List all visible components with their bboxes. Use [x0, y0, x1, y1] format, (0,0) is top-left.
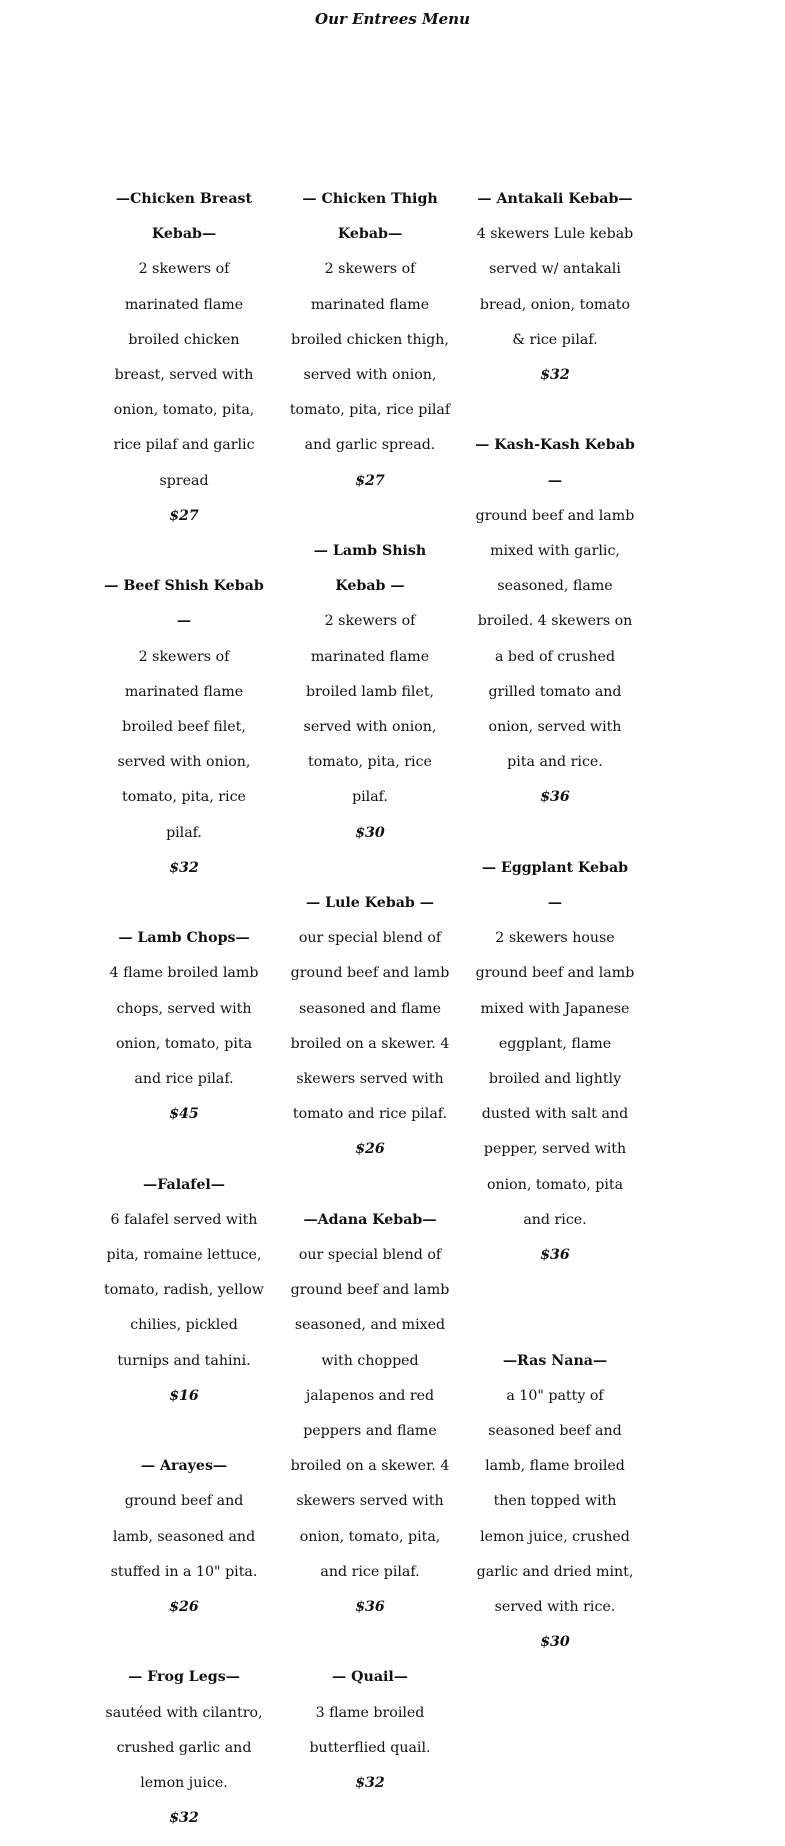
item-price: $36	[540, 1247, 570, 1264]
item-description: 4 skewers Lule kebab served w/ antakali bread, onion, tomato & rice pilaf.	[476, 226, 634, 348]
item-description: 2 skewers of marinated flame broiled lamb filet, served with onion, tomato, pita, rice pilaf.	[303, 613, 437, 806]
item-price: $32	[355, 1775, 385, 1792]
item-name: — Kash-Kash Kebab —	[475, 437, 635, 489]
item-description: 2 skewers of marinated flame broiled beef filet, served with onion, tomato, pita, rice pilaf.	[117, 648, 251, 841]
item-price: $26	[355, 1141, 385, 1158]
item-price: $30	[540, 1634, 570, 1651]
menu-column-3	[474, 182, 636, 1660]
item-description: 6 falafel served with pita, romaine lettuce, tomato, radish, yellow chilies, pickled turnips and tahini.	[104, 1211, 264, 1369]
menu-item-chicken-breast-kebab	[103, 182, 265, 534]
item-price: $26	[169, 1599, 199, 1616]
menu-item-lule-kebab	[289, 886, 451, 1168]
item-description: 2 skewers of marinated flame broiled chicken breast, served with onion, tomato, pita, rice pilaf and garlic spread	[113, 261, 255, 489]
item-description: ground beef and lamb, seasoned and stuffed in a 10" pita.	[110, 1493, 258, 1580]
menu-item-ras-nana	[474, 1344, 636, 1661]
item-price: $27	[169, 507, 199, 524]
item-price: $16	[169, 1387, 199, 1404]
item-description: our special blend of ground beef and lamb seasoned and flame broiled on a skewer. 4 skewers served with tomato and rice pilaf.	[290, 930, 450, 1123]
menu-item-beef-shish-kebab	[103, 569, 265, 886]
menu-item-quail	[289, 1660, 451, 1801]
item-price: $36	[355, 1599, 385, 1616]
page-title: Our Entrees Menu	[315, 10, 470, 28]
item-name: —Falafel—	[143, 1176, 225, 1193]
menu-item-kash-kash-kebab	[474, 428, 636, 815]
menu-item-frog-legs	[103, 1660, 265, 1836]
item-name: — Frog Legs—	[128, 1669, 240, 1686]
menu-item-lamb-shish-kebab	[289, 534, 451, 851]
item-name: — Lamb Shish Kebab —	[313, 543, 427, 595]
menu-column-1	[103, 182, 265, 1836]
menu-item-chicken-thigh-kebab	[289, 182, 451, 499]
item-name: — Quail—	[332, 1669, 408, 1686]
item-name: — Lamb Chops—	[118, 930, 250, 947]
menu-item-lamb-chops	[103, 921, 265, 1132]
menu-column-2	[289, 182, 451, 1801]
item-price: $30	[355, 824, 385, 841]
item-description: 2 skewers house ground beef and lamb mixed with Japanese eggplant, flame broiled and lightly dusted with salt and pepper, served with onion, tomato, pita and rice.	[475, 930, 635, 1228]
item-description: 2 skewers of marinated flame broiled chicken thigh, served with onion, tomato, pita, rice pilaf and garlic spread.	[289, 261, 451, 454]
item-name: —Ras Nana—	[502, 1352, 608, 1369]
item-description: sautéed with cilantro, crushed garlic and lemon juice.	[105, 1704, 263, 1792]
item-price: $27	[355, 472, 385, 489]
item-description: our special blend of ground beef and lamb seasoned, and mixed with chopped jalapenos and red peppers and flame broiled on a skewer. 4 skewers served with onion, tomato, pita, and rice pilaf.	[290, 1247, 450, 1580]
item-price: $45	[169, 1106, 199, 1123]
item-price: $36	[540, 789, 570, 806]
item-description: a 10" patty of seasoned beef and lamb, flame broiled then topped with lemon juice, crushed garlic and dried mint, served with rice.	[476, 1387, 634, 1616]
item-description: ground beef and lamb mixed with garlic, seasoned, flame broiled. 4 skewers on a bed of crushed grilled tomato and onion, served with pita and rice.	[475, 507, 635, 771]
menu-item-eggplant-kebab	[474, 851, 636, 1273]
menu-item-antakali-kebab	[474, 182, 636, 393]
item-name: —Chicken Breast Kebab—	[115, 191, 253, 243]
menu-item-adana-kebab	[289, 1203, 451, 1625]
item-name: — Antakali Kebab—	[477, 191, 633, 207]
item-price: $32	[169, 859, 199, 876]
item-description: 4 flame broiled lamb chops, served with onion, tomato, pita and rice pilaf.	[109, 965, 259, 1088]
item-name: — Beef Shish Kebab —	[104, 578, 264, 630]
item-name: — Arayes—	[140, 1458, 228, 1475]
item-price: $32	[169, 1810, 199, 1827]
menu-item-falafel	[103, 1168, 265, 1414]
item-name: — Eggplant Kebab —	[481, 859, 629, 912]
item-description: 3 flame broiled butterflied quail.	[309, 1704, 431, 1756]
item-name: — Chicken Thigh Kebab—	[302, 191, 438, 243]
menu-item-arayes	[103, 1449, 265, 1625]
item-name: —Adana Kebab—	[303, 1211, 437, 1228]
item-name: — Lule Kebab —	[306, 895, 434, 912]
item-price: $32	[540, 367, 570, 384]
